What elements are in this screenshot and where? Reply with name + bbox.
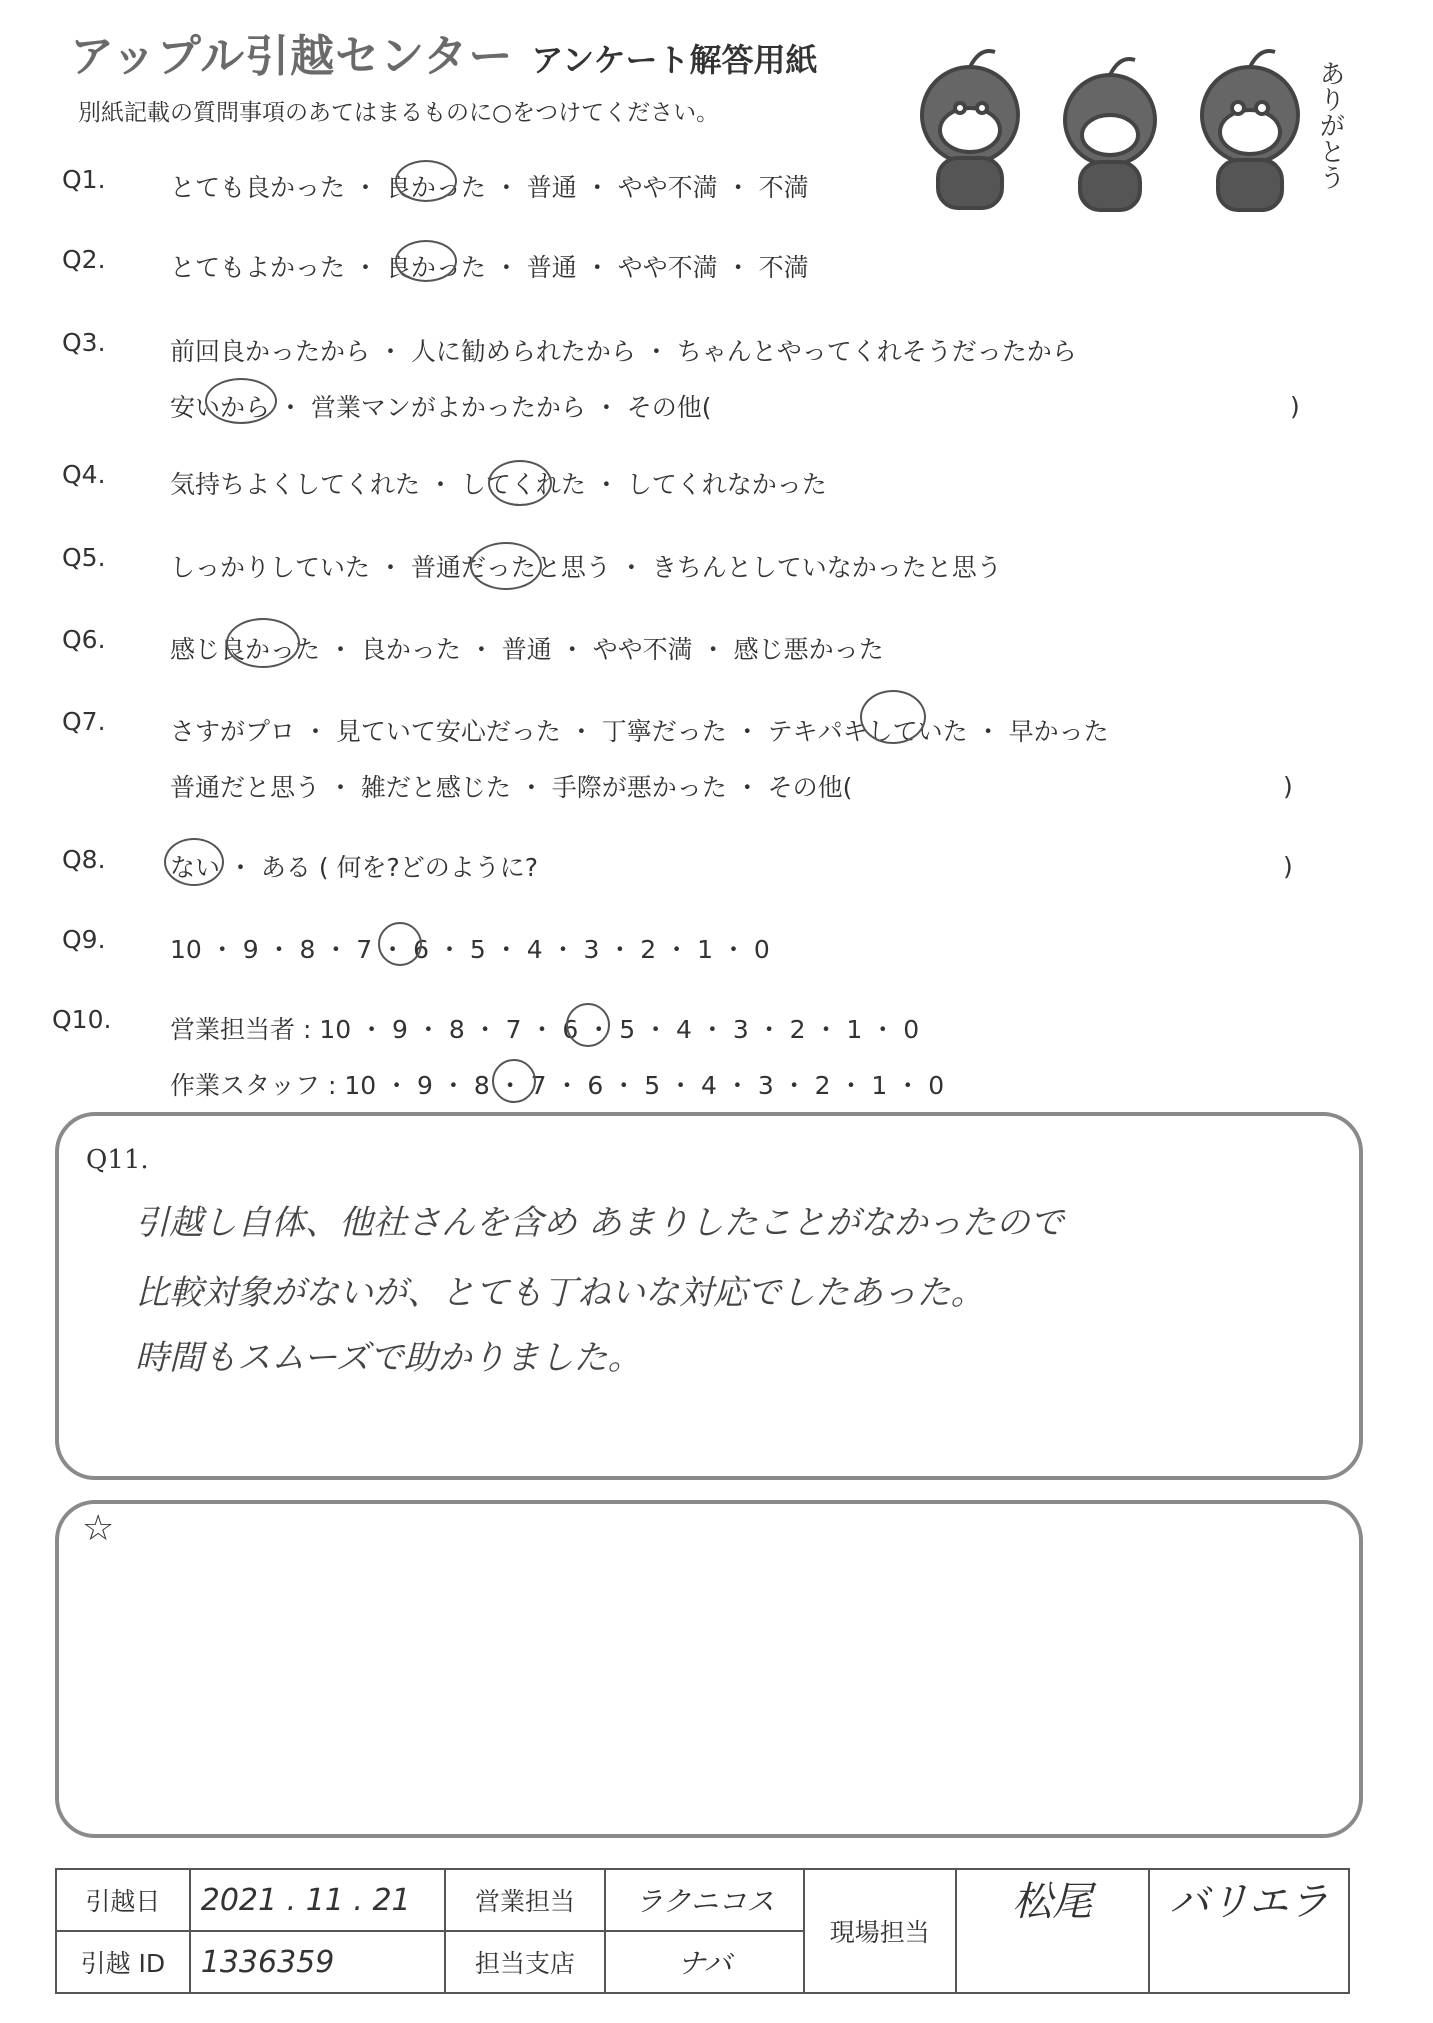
q5-label: Q5. (62, 543, 106, 572)
q3-options-line1: 前回良かったから ・ 人に勧められたから ・ ちゃんとやってくれそうだったから (170, 337, 1077, 366)
answer-circle (860, 690, 926, 744)
q10-sales-options: 営業担当者 : 10 ・ 9 ・ 8 ・ 7 ・ 6 ・ 5 ・ 4 ・ 3 ・ 2 ・ 1 ・ 0 (170, 1015, 920, 1044)
q7-close-paren: ) (1283, 772, 1293, 801)
q5-options: しっかりしていた ・ 普通だったと思う ・ きちんとしていなかったと思う (170, 553, 1002, 582)
form-title (70, 20, 818, 84)
q8-label: Q8. (62, 845, 106, 874)
q10-staff-options: 作業スタッフ : 10 ・ 9 ・ 8 ・ 7 ・ 6 ・ 5 ・ 4 ・ 3 ・ 2 ・ 1 ・ 0 (170, 1071, 945, 1100)
q2-options: とてもよかった ・ 良かった ・ 普通 ・ やや不満 ・ 不満 (170, 253, 809, 282)
answer-circle (378, 922, 422, 966)
answer-circle (395, 160, 457, 202)
q7-options-line1: さすがプロ ・ 見ていて安心だった ・ 丁寧だった ・ テキパキしていた ・ 早かった (170, 717, 1109, 746)
site-label: 現場担当 (804, 1869, 956, 1993)
mascot-thanks-text: ありがとう (1315, 60, 1345, 190)
company-name: アップル引越センター (70, 31, 514, 82)
q4-label: Q4. (62, 460, 106, 489)
answer-circle (566, 1003, 610, 1047)
mascot-illustration (890, 40, 1350, 220)
move-date-label: 引越日 (56, 1869, 190, 1931)
q3-options-line2: 安いから ・ 営業マンがよかったから ・ その他( (170, 393, 712, 422)
answer-circle (470, 542, 542, 590)
move-date-value: 2021 . 11 . 21 (190, 1869, 445, 1931)
move-id-value: 1336359 (190, 1931, 445, 1993)
form-subtitle: アンケート解答用紙 (531, 41, 818, 79)
q9-label: Q9. (62, 925, 106, 954)
site-staff-1: 松尾 (956, 1869, 1149, 1993)
branch-value: ナバ (605, 1931, 803, 1993)
q11-label: Q11. (86, 1145, 149, 1175)
q3-close-paren: ) (1290, 392, 1300, 421)
star-comment-box (55, 1500, 1363, 1838)
branch-label: 担当支店 (445, 1931, 606, 1993)
q2-label: Q2. (62, 245, 106, 274)
q1-label: Q1. (62, 165, 106, 194)
star-icon: ☆ (82, 1508, 115, 1549)
q7-options-line2: 普通だと思う ・ 雑だと感じた ・ 手際が悪かった ・ その他( (170, 773, 853, 802)
q8-options: ない ・ ある ( 何を?どのように? (170, 853, 539, 882)
q8-close-paren: ) (1283, 852, 1293, 881)
q9-options: 10 ・ 9 ・ 8 ・ 7 ・ 6 ・ 5 ・ 4 ・ 3 ・ 2 ・ 1 ・ 0 (170, 935, 770, 964)
q11-comment-line3: 時間もスムーズで助かりました。 (135, 1338, 642, 1378)
move-id-label: 引越 ID (56, 1931, 190, 1993)
q11-comment-line2: 比較対象がないが、とても丁ねいな対応でしたあった。 (135, 1273, 985, 1313)
q1-options: とても良かった ・ 良かった ・ 普通 ・ やや不満 ・ 不満 (170, 173, 809, 202)
q4-options: 気持ちよくしてくれた ・ してくれた ・ してくれなかった (170, 470, 827, 499)
q7-label: Q7. (62, 707, 106, 736)
sales-value: ラクニコス (605, 1869, 803, 1931)
q6-label: Q6. (62, 625, 106, 654)
answer-circle (492, 1059, 536, 1103)
q11-comment-line1: 引越し自体、他社さんを含め あまりしたことがなかったので (135, 1203, 1064, 1243)
q3-label: Q3. (62, 328, 106, 357)
q6-options: 感じ良かった ・ 良かった ・ 普通 ・ やや不満 ・ 感じ悪かった (170, 635, 884, 664)
q10-label: Q10. (52, 1005, 112, 1034)
sales-label: 営業担当 (445, 1869, 606, 1931)
answer-circle (395, 240, 457, 282)
answer-circle (205, 378, 277, 424)
answer-circle (226, 618, 300, 668)
answer-circle (488, 460, 552, 506)
instruction-text: 別紙記載の質問事項のあてはまるものに○をつけてください。 (78, 100, 720, 126)
footer-table (55, 1868, 1350, 1994)
answer-circle (164, 838, 224, 886)
site-staff-2: バリエラ (1149, 1869, 1349, 1993)
